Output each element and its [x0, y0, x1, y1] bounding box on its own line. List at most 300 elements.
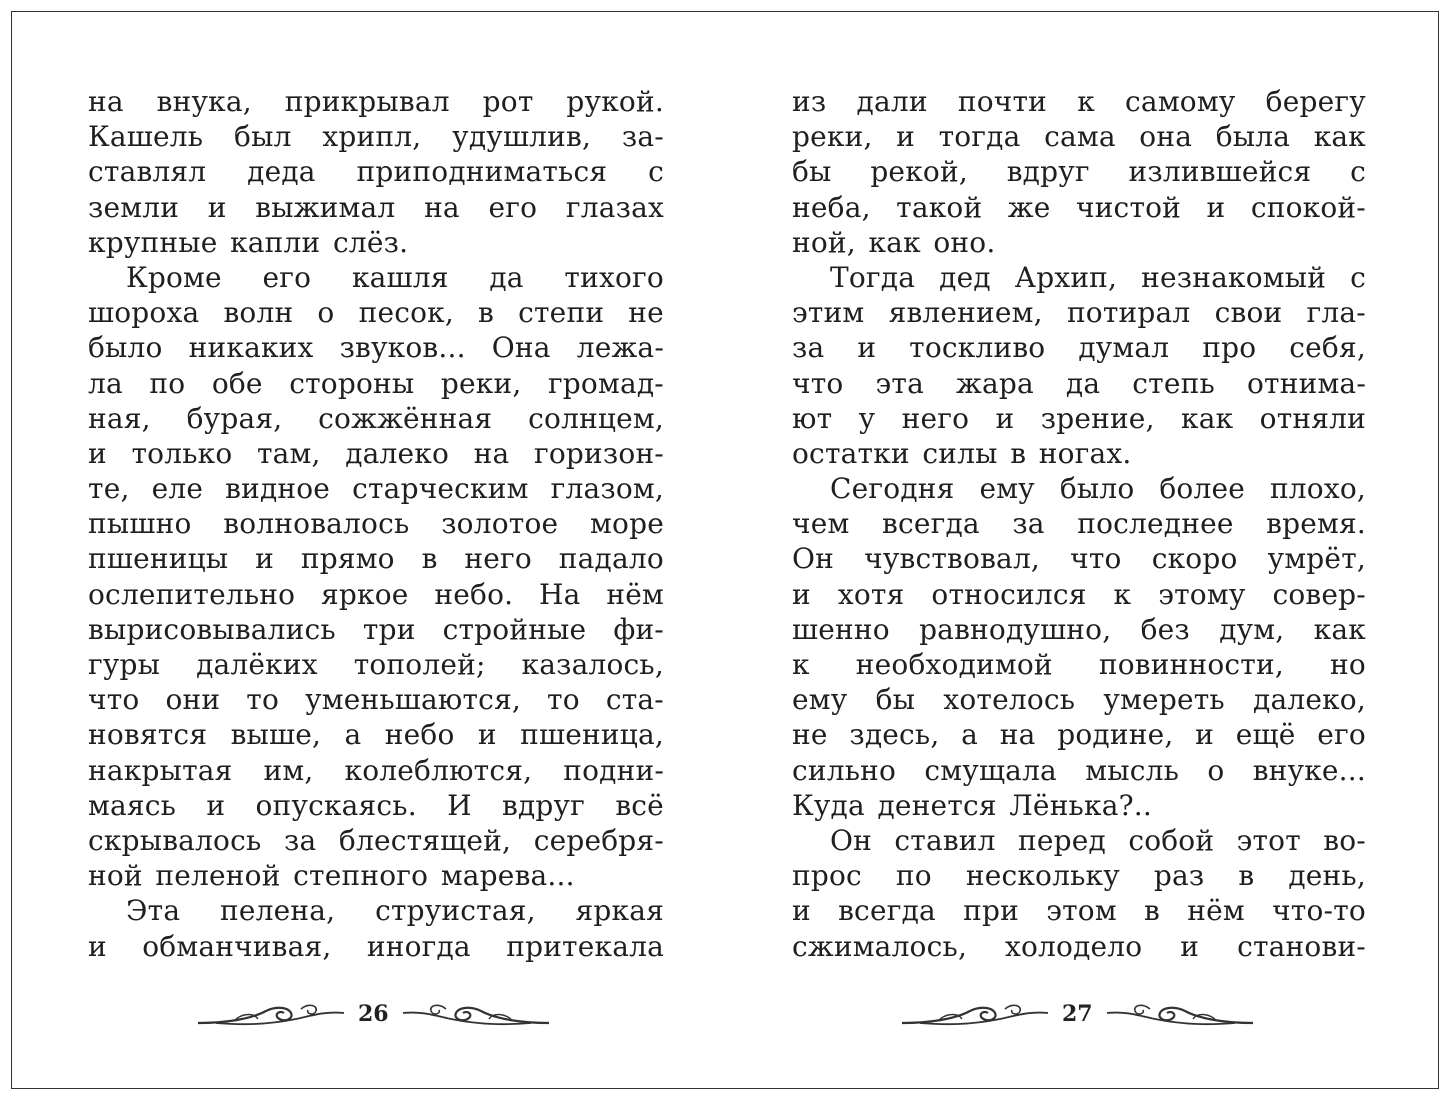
word: по — [895, 859, 932, 893]
word: смущала — [924, 753, 1057, 787]
word: его — [262, 260, 312, 294]
text-line — [792, 471, 1366, 506]
text-line — [88, 436, 664, 471]
word: и — [477, 718, 497, 752]
text-line — [88, 295, 664, 330]
word: три — [362, 612, 416, 646]
text-line — [88, 471, 664, 506]
word: к — [1113, 577, 1132, 611]
word: то — [547, 683, 580, 717]
word: свои — [1214, 296, 1283, 330]
text-line — [88, 225, 664, 260]
left-page-footer — [196, 996, 551, 1032]
word: звуков... — [339, 331, 466, 365]
word: да — [1065, 366, 1101, 400]
text-line — [88, 260, 664, 295]
word: подни- — [563, 753, 664, 787]
word: и — [88, 929, 107, 963]
word: сожжённая — [318, 401, 493, 435]
word: же — [1007, 190, 1051, 224]
word: относился — [931, 577, 1087, 611]
word: дали — [856, 85, 928, 118]
word: умереть — [1103, 683, 1225, 717]
word: и — [255, 542, 274, 576]
page-number: 26 — [358, 1001, 389, 1027]
word: ему — [792, 683, 848, 717]
word: холодело — [1004, 929, 1143, 963]
word: реки, — [792, 120, 873, 154]
word: но — [1330, 648, 1366, 681]
word: капли — [230, 225, 321, 259]
word: за- — [621, 120, 664, 154]
word: за — [283, 823, 317, 857]
word: и — [995, 401, 1015, 435]
word: бы — [875, 683, 916, 717]
word: равнодушно, — [919, 612, 1112, 646]
word: всегда — [881, 507, 980, 541]
word: далеко — [345, 436, 450, 470]
word: стройные — [442, 612, 587, 646]
word: те, — [88, 472, 130, 506]
right-page-text — [792, 84, 1366, 964]
word: про — [1202, 331, 1257, 365]
word: дум, — [1219, 612, 1285, 646]
text-line — [792, 717, 1366, 752]
word: и — [896, 120, 915, 154]
word: а — [344, 718, 362, 752]
word: нескольку — [965, 859, 1120, 893]
text-line — [88, 788, 664, 823]
word: волновалось — [223, 507, 410, 541]
text-line — [792, 506, 1366, 541]
word: а — [961, 718, 979, 752]
word: прос — [792, 859, 862, 893]
word: не — [628, 296, 664, 330]
word: него — [464, 542, 532, 576]
word: Он — [830, 823, 873, 857]
word: что-то — [1272, 894, 1366, 928]
word: такой — [896, 190, 983, 224]
word: пшеница, — [520, 718, 664, 752]
word: падало — [558, 542, 664, 576]
word: за — [1012, 507, 1045, 541]
word: солнцем, — [528, 401, 664, 435]
word: степи — [518, 296, 605, 330]
word: горизон- — [534, 436, 664, 470]
word: опускаясь. — [255, 788, 417, 822]
text-line — [792, 225, 1366, 260]
word: плохо, — [1269, 472, 1366, 506]
word: небо — [384, 718, 455, 752]
word: серебря- — [533, 823, 664, 857]
word: накрытая — [88, 753, 233, 787]
word: Тогда — [830, 260, 916, 294]
word: и — [207, 190, 227, 224]
word: этому — [1158, 577, 1246, 611]
word: на — [424, 190, 460, 224]
word: пелена, — [220, 894, 336, 928]
word: него — [901, 401, 970, 435]
word: сама — [1044, 120, 1116, 154]
word: на — [999, 718, 1036, 752]
word: этот — [1236, 823, 1301, 857]
word: ла — [88, 366, 123, 400]
word: хрипл, — [322, 120, 422, 154]
word: лежа- — [576, 331, 664, 365]
word: тополей; — [353, 648, 486, 681]
word: и — [88, 436, 107, 470]
word: вдруг — [501, 788, 586, 822]
word: ослепительно — [88, 577, 296, 611]
word: у — [858, 401, 876, 435]
word: рукой. — [566, 85, 664, 118]
word: крупные — [88, 225, 218, 259]
word: по — [149, 366, 186, 400]
word: деда — [247, 155, 316, 189]
word: обе — [211, 366, 263, 400]
text-line — [88, 717, 664, 752]
word: приподниматься — [356, 155, 608, 189]
word: как — [1181, 401, 1234, 435]
text-line — [792, 682, 1366, 717]
word: ему — [979, 472, 1035, 506]
word: степного — [293, 859, 429, 893]
word: скрывалось — [88, 823, 262, 857]
word: потирал — [1066, 296, 1191, 330]
word: марева... — [440, 859, 575, 893]
word: остатки — [792, 436, 910, 470]
word: еле — [151, 472, 204, 506]
text-line — [792, 330, 1366, 365]
word: и — [206, 788, 226, 822]
text-line — [88, 541, 664, 576]
text-line — [88, 893, 664, 928]
word: последнее — [1077, 507, 1234, 541]
word: что — [792, 366, 844, 400]
word: было — [88, 331, 163, 365]
page-number: 27 — [1062, 1001, 1093, 1027]
word: только — [131, 436, 233, 470]
text-line — [88, 858, 664, 893]
word: что — [1070, 542, 1122, 576]
word: бы — [792, 155, 832, 189]
word: глазом, — [550, 472, 664, 506]
word: его — [488, 190, 538, 224]
word: зрение, — [1040, 401, 1155, 435]
word: ста- — [605, 683, 664, 717]
word: рекой, — [870, 155, 968, 189]
word: золотое — [441, 507, 559, 541]
word: и — [857, 331, 877, 365]
word: сильно — [792, 753, 897, 787]
word: вдруг — [1006, 155, 1090, 189]
text-line — [792, 858, 1366, 893]
word: был — [234, 120, 292, 154]
word: этим — [792, 296, 865, 330]
word: далеко, — [1253, 683, 1366, 717]
word: при — [963, 894, 1019, 928]
word: время. — [1266, 507, 1366, 541]
word: без — [1140, 612, 1190, 646]
word: степь — [1132, 366, 1215, 400]
word: тоскливо — [909, 331, 1046, 365]
text-line — [792, 436, 1366, 471]
ornament-right-icon — [401, 999, 551, 1029]
word: притекала — [506, 929, 664, 963]
word: казалось, — [521, 648, 664, 681]
word: она — [1139, 120, 1193, 154]
word: Кроме — [126, 260, 222, 294]
word: гла- — [1306, 296, 1366, 330]
text-line — [792, 295, 1366, 330]
text-line — [88, 506, 664, 541]
text-line — [792, 541, 1366, 576]
word: умрёт, — [1267, 542, 1366, 576]
word: мысль — [1085, 753, 1180, 787]
word: жара — [956, 366, 1034, 400]
word: было — [1059, 472, 1135, 506]
word: спокой- — [1250, 190, 1366, 224]
word: обманчивая, — [142, 929, 332, 963]
word: бурая, — [186, 401, 283, 435]
word: тогда — [938, 120, 1021, 154]
word: как — [1313, 612, 1366, 646]
word: и — [792, 894, 811, 928]
word: дед — [939, 260, 991, 294]
word: внука, — [156, 85, 252, 118]
text-line — [792, 753, 1366, 788]
word: кашля — [351, 260, 449, 294]
word: к — [1077, 85, 1095, 118]
text-line — [792, 401, 1366, 436]
word: слёз. — [332, 225, 409, 259]
text-line — [88, 154, 664, 189]
word: шенно — [792, 612, 890, 646]
word: родине, — [1057, 718, 1174, 752]
text-line — [792, 154, 1366, 189]
word: гуры — [88, 648, 161, 681]
word: станови- — [1237, 929, 1366, 963]
word: эта — [875, 366, 924, 400]
word: в — [1238, 859, 1255, 893]
word: старческим — [352, 472, 529, 506]
word: в — [478, 296, 495, 330]
text-line — [88, 190, 664, 225]
word: повинности, — [1098, 648, 1284, 681]
word: хотя — [837, 577, 905, 611]
text-line — [88, 577, 664, 612]
word: ещё — [1235, 718, 1296, 752]
word: там, — [256, 436, 321, 470]
word: они — [165, 683, 221, 717]
word: вырисовывались — [88, 612, 336, 646]
word: всегда — [838, 894, 936, 928]
word: чем — [792, 507, 850, 541]
word: была — [1215, 120, 1291, 154]
word: не — [792, 718, 828, 752]
word: и — [1195, 718, 1215, 752]
word: уменьшаются, — [305, 683, 522, 717]
word: скоро — [1151, 542, 1238, 576]
word: неба, — [792, 190, 871, 224]
word: маясь — [88, 788, 177, 822]
word: из — [792, 85, 827, 118]
word: сжималось, — [792, 929, 968, 963]
word: волн — [223, 296, 294, 330]
word: далёких — [196, 648, 318, 681]
word: то — [246, 683, 280, 717]
ornament-left-icon — [196, 999, 346, 1029]
word: о — [1207, 753, 1225, 787]
word: о — [317, 296, 335, 330]
word: и — [792, 577, 811, 611]
word: на — [473, 436, 510, 470]
word: прямо — [300, 542, 395, 576]
text-line — [88, 401, 664, 436]
word: Лёнька?.. — [1009, 788, 1153, 822]
word: этом — [1046, 894, 1117, 928]
word: самому — [1125, 85, 1236, 118]
word: яркая — [575, 894, 664, 928]
word: удушлив, — [452, 120, 592, 154]
word: нём — [1187, 894, 1245, 928]
text-line — [88, 753, 664, 788]
word: за — [792, 331, 825, 365]
text-line — [88, 823, 664, 858]
word: денется — [877, 788, 997, 822]
word: тихого — [564, 260, 664, 294]
text-line — [792, 612, 1366, 647]
word: струистая, — [375, 894, 536, 928]
word: колеблются, — [344, 753, 533, 787]
word: с — [1350, 260, 1366, 294]
word: с — [648, 155, 664, 189]
word: перед — [1018, 823, 1106, 857]
word: иногда — [366, 929, 471, 963]
word: нём — [606, 577, 664, 611]
word: всё — [615, 788, 664, 822]
word: пеленой — [155, 859, 281, 893]
text-line — [88, 647, 664, 682]
word: прикрывал — [284, 85, 450, 118]
text-line — [88, 119, 664, 154]
word: совер- — [1272, 577, 1366, 611]
word: на — [88, 85, 124, 118]
word: чувствовал, — [864, 542, 1041, 576]
word: яркое — [321, 577, 409, 611]
text-line — [792, 190, 1366, 225]
word: и — [1206, 190, 1226, 224]
word: ной, — [792, 225, 856, 259]
text-line — [88, 682, 664, 717]
word: громад- — [547, 366, 664, 400]
word: Кашель — [88, 120, 204, 154]
text-line — [88, 929, 664, 964]
word: себя, — [1289, 331, 1366, 365]
left-page-text — [88, 84, 664, 964]
word: Архип, — [1014, 260, 1118, 294]
word: в — [1144, 894, 1161, 928]
word: стороны — [289, 366, 415, 400]
word: шороха — [88, 296, 200, 330]
word: отняли — [1259, 401, 1366, 435]
word: более — [1159, 472, 1245, 506]
word: никаких — [188, 331, 314, 365]
word: его — [1317, 718, 1366, 752]
word: отнима- — [1246, 366, 1366, 400]
word: глазах — [565, 190, 664, 224]
word: здесь, — [849, 718, 940, 752]
text-line — [792, 119, 1366, 154]
word: выше, — [230, 718, 322, 752]
word: незнакомый — [1141, 260, 1327, 294]
word: реки, — [440, 366, 522, 400]
word: ставил — [894, 823, 996, 857]
word: в — [1010, 436, 1027, 470]
word: ногах. — [1038, 436, 1132, 470]
word: небо. — [434, 577, 514, 611]
word: в — [421, 542, 438, 576]
word: Куда — [792, 788, 865, 822]
word: земли — [88, 190, 180, 224]
ornament-left-icon — [900, 999, 1050, 1029]
word: фи- — [613, 612, 664, 646]
word: море — [590, 507, 664, 541]
word: чистой — [1075, 190, 1182, 224]
text-line — [88, 366, 664, 401]
word: как — [1313, 120, 1366, 154]
word: оно. — [933, 225, 996, 259]
word: блестящей, — [338, 823, 512, 857]
word: На — [539, 577, 581, 611]
text-line — [792, 366, 1366, 401]
text-line — [792, 893, 1366, 928]
word: во- — [1323, 823, 1366, 857]
word: выжимал — [255, 190, 396, 224]
word: ставлял — [88, 155, 207, 189]
word: да — [489, 260, 524, 294]
word: ной — [88, 859, 143, 893]
text-line — [88, 330, 664, 365]
word: силы — [922, 436, 998, 470]
word: собой — [1128, 823, 1215, 857]
word: Сегодня — [830, 472, 955, 506]
word: раз — [1153, 859, 1205, 893]
word: почти — [957, 85, 1048, 118]
word: внуке... — [1252, 753, 1366, 787]
word: ют — [792, 401, 833, 435]
right-page-footer — [900, 996, 1255, 1032]
word: видное — [225, 472, 331, 506]
word: день, — [1288, 859, 1366, 893]
word: И — [447, 788, 472, 822]
text-line — [792, 577, 1366, 612]
word: думал — [1078, 331, 1170, 365]
text-line — [88, 612, 664, 647]
word: песок, — [358, 296, 454, 330]
word: хотелось — [943, 683, 1076, 717]
word: к — [792, 648, 810, 681]
word: рот — [482, 85, 534, 118]
word: явлением, — [888, 296, 1043, 330]
word: необходимой — [855, 648, 1053, 681]
word: Эта — [126, 894, 181, 928]
ornament-right-icon — [1105, 999, 1255, 1029]
word: с — [1350, 155, 1366, 189]
word: что — [88, 683, 140, 717]
text-line — [792, 647, 1366, 682]
text-line — [792, 929, 1366, 964]
